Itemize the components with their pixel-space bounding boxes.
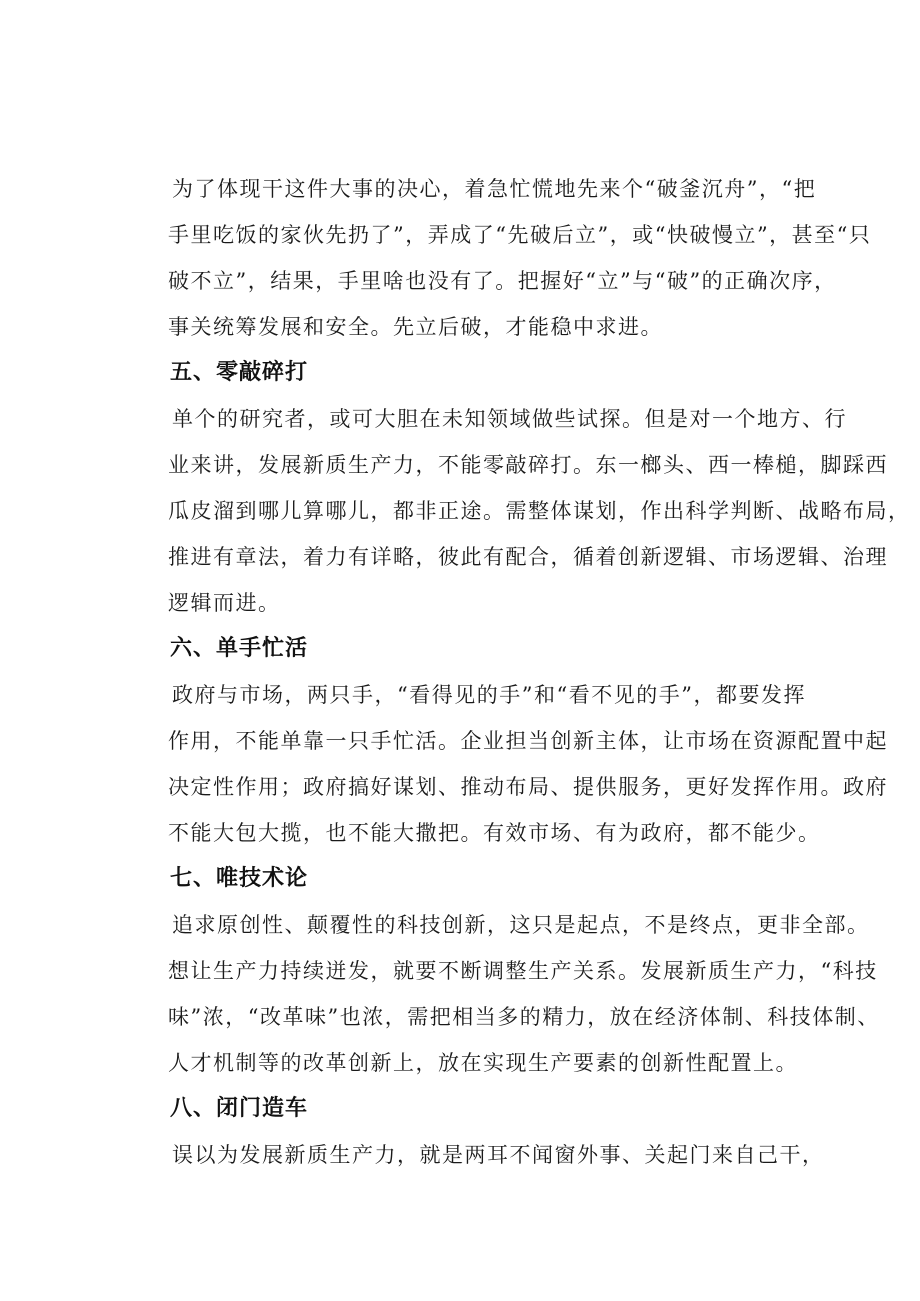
paragraph-line: 不能大包大揽，也不能大撒把。有效市场、有为政府，都不能少。 xyxy=(168,821,821,845)
section-8-paragraph xyxy=(168,1132,825,1178)
section-heading-8: 八、闭门造车 xyxy=(170,1096,309,1121)
section-heading-7: 七、唯技术论 xyxy=(170,866,309,891)
section-5-paragraph xyxy=(168,396,911,626)
paragraph-line: 人才机制等的改革创新上，放在实现生产要素的创新性配置上。 xyxy=(168,1051,798,1075)
paragraph-line: 误以为发展新质生产力，就是两耳不闻窗外事、关起门来自己干， xyxy=(172,1143,825,1167)
document-page xyxy=(168,166,911,1178)
paragraph-line: 手里吃饭的家伙先扔了”，弄成了“先破后立”，或“快破慢立”，甚至“只 xyxy=(168,223,872,247)
intro-paragraph xyxy=(168,166,872,350)
paragraph-line: 单个的研究者，或可大胆在未知领域做些试探。但是对一个地方、行 xyxy=(172,407,847,431)
paragraph-line: 想让生产力持续迸发，就要不断调整生产关系。发展新质生产力，“科技 xyxy=(168,959,878,983)
section-7-paragraph xyxy=(168,902,880,1086)
paragraph-line: 味”浓，“改革味”也浓，需把相当多的精力，放在经济体制、科技体制、 xyxy=(168,1005,880,1029)
paragraph-line: 业来讲，发展新质生产力，不能零敲碎打。东一榔头、西一棒槌，脚踩西 xyxy=(168,453,888,477)
paragraph-line: 决定性作用；政府搞好谋划、推动布局、提供服务，更好发挥作用。政府 xyxy=(168,775,888,799)
section-heading-5: 五、零敲碎打 xyxy=(170,360,309,385)
section-6-paragraph xyxy=(168,672,888,856)
paragraph-line: 作用，不能单靠一只手忙活。企业担当创新主体，让市场在资源配置中起 xyxy=(168,729,888,753)
paragraph-line: 瓜皮溜到哪儿算哪儿，都非正途。需整体谋划，作出科学判断、战略布局， xyxy=(168,499,911,523)
section-heading-6: 六、单手忙活 xyxy=(170,636,309,661)
paragraph-line: 破不立”，结果，手里啥也没有了。把握好“立”与“破”的正确次序， xyxy=(168,269,837,293)
paragraph-line: 事关统筹发展和安全。先立后破，才能稳中求进。 xyxy=(168,315,663,339)
paragraph-line: 政府与市场，两只手，“看得见的手”和“看不见的手”，都要发挥 xyxy=(172,683,806,707)
paragraph-line: 推进有章法，着力有详略，彼此有配合，循着创新逻辑、市场逻辑、治理 xyxy=(168,545,888,569)
paragraph-line: 为了体现干这件大事的决心，着急忙慌地先来个“破釜沉舟”，“把 xyxy=(172,177,817,201)
paragraph-line: 追求原创性、颠覆性的科技创新，这只是起点，不是终点，更非全部。 xyxy=(172,913,870,937)
paragraph-line: 逻辑而进。 xyxy=(168,591,281,615)
